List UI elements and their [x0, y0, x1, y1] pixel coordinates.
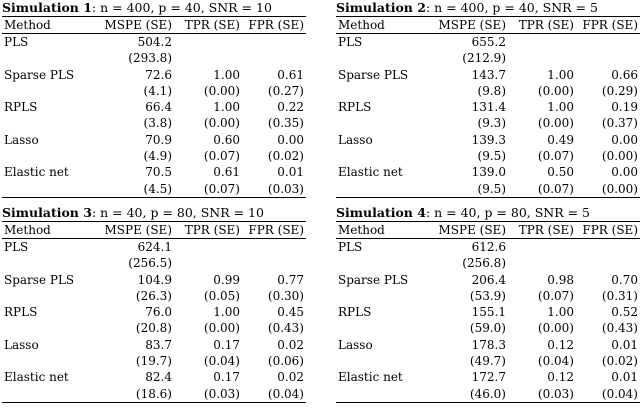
header-row [2, 222, 306, 239]
value-cell: 0.49 [547, 132, 574, 147]
table-row [2, 164, 306, 180]
table-row [336, 148, 640, 164]
caption-subtitle: : n = 400, p = 40, SNR = 5 [425, 0, 598, 15]
method-cell: Lasso [338, 132, 373, 147]
table-row [336, 353, 640, 369]
value-cell: 0.61 [213, 165, 240, 180]
value-cell: (0.31) [601, 288, 638, 303]
table-caption [2, 0, 306, 16]
table-row [2, 369, 306, 385]
value-cell: 0.00 [611, 165, 638, 180]
table-row [336, 99, 640, 115]
value-cell: 612.6 [471, 240, 506, 254]
method-cell [336, 288, 432, 304]
table-row [2, 288, 306, 304]
method-cell [2, 148, 98, 164]
table-row [2, 255, 306, 271]
value-cell: 0.99 [213, 272, 240, 287]
simulation-4-panel [336, 205, 640, 403]
column-header: Method [338, 223, 385, 237]
table-row [336, 304, 640, 320]
method-cell [336, 181, 432, 198]
value-cell: 0.66 [611, 67, 638, 82]
value-cell: 1.00 [547, 67, 574, 82]
simulation-1-panel [2, 0, 306, 198]
value-cell: 143.7 [471, 67, 506, 82]
method-cell: RPLS [4, 100, 38, 115]
value-cell: (9.8) [477, 83, 506, 98]
value-cell: 1.00 [213, 67, 240, 82]
value-cell: (0.02) [601, 354, 638, 369]
value-cell: 655.2 [471, 35, 506, 49]
value-cell [174, 255, 242, 271]
value-cell: 0.12 [547, 370, 574, 385]
method-cell: RPLS [338, 305, 372, 320]
table-row [336, 50, 640, 66]
value-cell: (0.02) [267, 149, 304, 164]
value-cell: 82.4 [145, 370, 172, 385]
results-table [336, 221, 640, 403]
value-cell: 70.9 [145, 132, 172, 147]
value-cell: 1.00 [213, 100, 240, 115]
value-cell: (0.00) [537, 116, 574, 131]
table-row [336, 83, 640, 99]
value-cell: (0.07) [203, 181, 240, 196]
value-cell: 0.22 [277, 100, 304, 115]
method-cell: Sparse PLS [338, 272, 409, 287]
method-cell: RPLS [4, 305, 38, 320]
value-cell: (53.9) [469, 288, 506, 303]
simulation-2-panel [336, 0, 640, 198]
value-cell [576, 239, 640, 256]
method-cell: RPLS [338, 100, 372, 115]
method-cell [2, 181, 98, 198]
table-row [2, 67, 306, 83]
caption-title: Simulation 2 [336, 0, 426, 15]
value-cell: (0.00) [203, 83, 240, 98]
column-header: TPR (SE) [518, 223, 574, 237]
value-cell: 72.6 [145, 67, 172, 82]
value-cell: (0.00) [601, 149, 638, 164]
value-cell: 1.00 [547, 305, 574, 320]
value-cell: (3.8) [143, 116, 172, 131]
table-row [2, 34, 306, 51]
value-cell: 155.1 [471, 305, 506, 320]
value-cell: 0.70 [611, 272, 638, 287]
table-row [336, 239, 640, 256]
column-header: FPR (SE) [582, 18, 638, 32]
method-cell [336, 148, 432, 164]
value-cell: (212.9) [462, 51, 506, 66]
value-cell: 131.4 [471, 100, 506, 115]
value-cell [242, 50, 306, 66]
method-cell: Lasso [338, 337, 373, 352]
table-row [336, 320, 640, 336]
method-cell: PLS [338, 35, 363, 49]
value-cell: (19.7) [135, 354, 172, 369]
value-cell: (0.07) [537, 149, 574, 164]
table-row [336, 272, 640, 288]
header-row [336, 17, 640, 34]
table-row [336, 164, 640, 180]
table-row [2, 99, 306, 115]
value-cell [174, 50, 242, 66]
table-row [336, 288, 640, 304]
value-cell: (9.3) [477, 116, 506, 131]
value-cell: (0.30) [267, 288, 304, 303]
results-table [2, 16, 306, 198]
method-cell: Lasso [4, 132, 39, 147]
column-header: TPR (SE) [518, 18, 574, 32]
value-cell: (20.8) [135, 321, 172, 336]
value-cell: 1.00 [213, 305, 240, 320]
method-cell: PLS [4, 240, 29, 254]
value-cell: 0.01 [611, 370, 638, 385]
value-cell: (0.04) [601, 386, 638, 401]
table-row [2, 353, 306, 369]
value-cell: (4.1) [143, 83, 172, 98]
value-cell: (0.07) [537, 181, 574, 196]
value-cell: 139.0 [471, 165, 506, 180]
method-cell [336, 255, 432, 271]
value-cell [576, 50, 640, 66]
method-cell: Elastic net [4, 370, 69, 385]
method-cell: PLS [338, 240, 363, 254]
method-cell [336, 320, 432, 336]
simulation-3-panel [2, 205, 306, 403]
value-cell: (0.43) [267, 321, 304, 336]
value-cell [174, 239, 242, 256]
table-row [336, 337, 640, 353]
column-header: Method [338, 18, 385, 32]
value-cell: 0.02 [277, 337, 304, 352]
value-cell: (0.00) [203, 321, 240, 336]
value-cell: (0.03) [203, 386, 240, 401]
table-row [336, 369, 640, 385]
value-cell: (0.07) [537, 288, 574, 303]
column-header: Method [4, 223, 51, 237]
value-cell: (0.00) [537, 321, 574, 336]
value-cell: (59.0) [469, 321, 506, 336]
caption-subtitle: : n = 400, p = 40, SNR = 10 [91, 0, 272, 15]
method-cell [336, 386, 432, 403]
column-header: MSPE (SE) [104, 18, 172, 32]
table-row [2, 83, 306, 99]
method-cell [2, 50, 98, 66]
value-cell: 0.17 [213, 370, 240, 385]
method-cell [2, 83, 98, 99]
table-row [2, 337, 306, 353]
value-cell: (4.9) [143, 149, 172, 164]
value-cell: 0.77 [277, 272, 304, 287]
value-cell: (0.27) [267, 83, 304, 98]
value-cell: (46.0) [469, 386, 506, 401]
method-cell [2, 288, 98, 304]
header-row [2, 17, 306, 34]
value-cell [508, 239, 576, 256]
table-row [336, 386, 640, 403]
value-cell: 0.19 [611, 100, 638, 115]
table-row [2, 181, 306, 198]
value-cell: 0.00 [611, 132, 638, 147]
value-cell: (18.6) [135, 386, 172, 401]
value-cell: 104.9 [137, 272, 172, 287]
caption-title: Simulation 1 [2, 0, 92, 15]
method-cell [336, 50, 432, 66]
value-cell: (0.43) [601, 321, 638, 336]
table-row [2, 132, 306, 148]
value-cell: (0.03) [537, 386, 574, 401]
column-header: MSPE (SE) [104, 223, 172, 237]
value-cell [242, 239, 306, 256]
value-cell: 504.2 [137, 35, 172, 49]
value-cell: (9.5) [477, 181, 506, 196]
column-header: Method [4, 18, 51, 32]
method-cell [2, 255, 98, 271]
value-cell: 0.12 [547, 337, 574, 352]
method-cell: Elastic net [338, 370, 403, 385]
value-cell: 178.3 [471, 337, 506, 352]
value-cell: 139.3 [471, 132, 506, 147]
value-cell: (0.37) [601, 116, 638, 131]
value-cell: (0.00) [601, 181, 638, 196]
value-cell: 206.4 [471, 272, 506, 287]
table-row [336, 115, 640, 131]
value-cell: (0.00) [537, 83, 574, 98]
value-cell: (0.35) [267, 116, 304, 131]
caption-title: Simulation 4 [336, 205, 426, 220]
value-cell: (256.8) [462, 256, 506, 271]
table-row [336, 132, 640, 148]
value-cell: 0.45 [277, 305, 304, 320]
header-row [336, 222, 640, 239]
value-cell: 70.5 [145, 165, 172, 180]
table-row [336, 34, 640, 51]
table-caption [2, 205, 306, 221]
value-cell: 0.52 [611, 305, 638, 320]
value-cell: 0.61 [277, 67, 304, 82]
value-cell: 0.98 [547, 272, 574, 287]
method-cell: Sparse PLS [4, 272, 75, 287]
value-cell: (0.04) [537, 354, 574, 369]
method-cell [336, 353, 432, 369]
value-cell [174, 34, 242, 51]
value-cell: (49.7) [469, 354, 506, 369]
value-cell: 0.60 [213, 132, 240, 147]
value-cell: 66.4 [145, 100, 172, 115]
method-cell: Sparse PLS [338, 67, 409, 82]
method-cell [2, 386, 98, 403]
table-row [336, 181, 640, 198]
table-caption [336, 0, 640, 16]
table-row [2, 320, 306, 336]
value-cell: (0.00) [203, 116, 240, 131]
method-cell [2, 353, 98, 369]
value-cell: (9.5) [477, 149, 506, 164]
table-row [2, 272, 306, 288]
caption-subtitle: : n = 40, p = 80, SNR = 5 [425, 205, 591, 220]
method-cell: Elastic net [4, 165, 69, 180]
method-cell: Lasso [4, 337, 39, 352]
value-cell: (0.05) [203, 288, 240, 303]
value-cell: 624.1 [137, 240, 172, 254]
table-row [2, 115, 306, 131]
method-cell: Sparse PLS [4, 67, 75, 82]
table-row [2, 386, 306, 403]
value-cell: 76.0 [145, 305, 172, 320]
value-cell: 0.50 [547, 165, 574, 180]
table-row [336, 255, 640, 271]
value-cell [508, 50, 576, 66]
column-header: MSPE (SE) [438, 223, 506, 237]
value-cell: (0.07) [203, 149, 240, 164]
column-header: FPR (SE) [248, 18, 304, 32]
value-cell: 0.02 [277, 370, 304, 385]
method-cell [336, 83, 432, 99]
value-cell: 83.7 [145, 337, 172, 352]
value-cell: (0.04) [267, 386, 304, 401]
table-row [336, 67, 640, 83]
table-row [2, 148, 306, 164]
value-cell [242, 34, 306, 51]
value-cell: (256.5) [128, 256, 172, 271]
column-header: TPR (SE) [184, 18, 240, 32]
value-cell [576, 34, 640, 51]
table-row [2, 304, 306, 320]
value-cell: 172.7 [471, 370, 506, 385]
value-cell [508, 255, 576, 271]
value-cell [508, 34, 576, 51]
value-cell: (26.3) [135, 288, 172, 303]
results-table [2, 221, 306, 403]
column-header: FPR (SE) [248, 223, 304, 237]
value-cell: (0.04) [203, 354, 240, 369]
caption-subtitle: : n = 40, p = 80, SNR = 10 [91, 205, 264, 220]
caption-title: Simulation 3 [2, 205, 92, 220]
method-cell [2, 115, 98, 131]
column-header: MSPE (SE) [438, 18, 506, 32]
method-cell [2, 320, 98, 336]
value-cell: 1.00 [547, 100, 574, 115]
method-cell [336, 115, 432, 131]
value-cell: (0.03) [267, 181, 304, 196]
table-row [2, 239, 306, 256]
value-cell: (4.5) [143, 181, 172, 196]
table-caption [336, 205, 640, 221]
value-cell [576, 255, 640, 271]
value-cell: 0.01 [611, 337, 638, 352]
value-cell: (293.8) [128, 51, 172, 66]
value-cell: 0.01 [277, 165, 304, 180]
value-cell: 0.17 [213, 337, 240, 352]
method-cell: PLS [4, 35, 29, 49]
table-row [2, 50, 306, 66]
value-cell: 0.00 [277, 132, 304, 147]
value-cell: (0.29) [601, 83, 638, 98]
value-cell: (0.06) [267, 354, 304, 369]
results-table [336, 16, 640, 198]
method-cell: Elastic net [338, 165, 403, 180]
column-header: FPR (SE) [582, 223, 638, 237]
column-header: TPR (SE) [184, 223, 240, 237]
value-cell [242, 255, 306, 271]
